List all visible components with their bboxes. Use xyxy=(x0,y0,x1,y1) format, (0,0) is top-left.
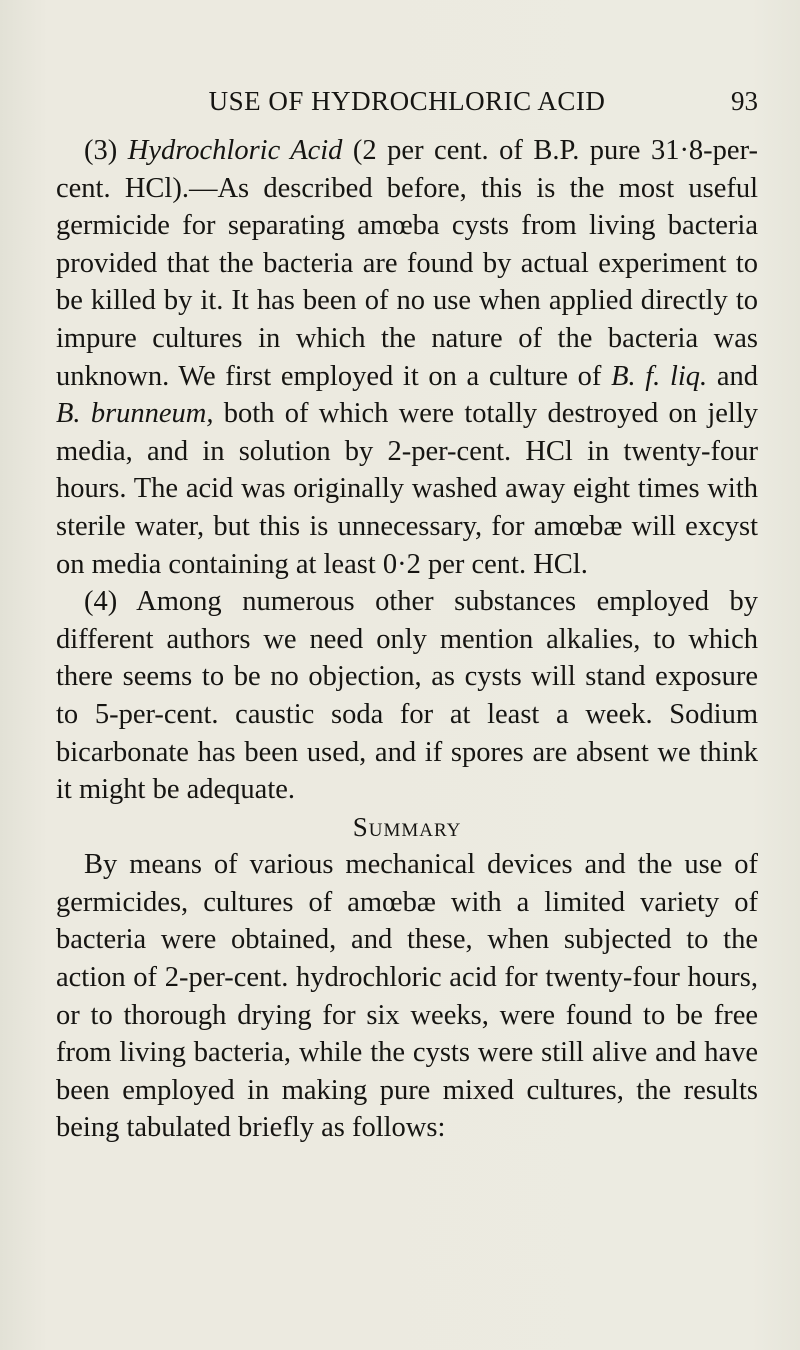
paragraph-3 xyxy=(56,132,758,583)
species-name-2: B. brunneum, xyxy=(56,398,214,430)
summary-paragraph: By means of various mechanical devices and the use of germicides, cultures of amœbæ with a limited variety of bacteria were obtained, and these, when subjected to the action of 2-per-cent. hydrochloric acid for twenty-four hours, or to thorough drying for six weeks, were found to be free from living bacteria, while the cysts were still alive and have been employed in making pure mixed cultures, the results being tabulated briefly as follows: xyxy=(56,849,758,1144)
page-body xyxy=(56,132,758,1147)
paragraph-3-number: (3) xyxy=(84,135,128,166)
paragraph-3-title: Hydrochloric Acid xyxy=(127,135,343,166)
page-number: 93 xyxy=(731,86,758,116)
species-name-1: B. f. liq. xyxy=(611,360,708,392)
paragraph-3-text-3: both of which were totally destroyed on jelly media, and in solution by 2-per-cent. HCl in twenty-four hours. The acid was originally washed away eight times with sterile water, but this is unnecessary, for amœbæ will excyst on media containing at least 0·2 per cent. HCl. xyxy=(56,398,758,580)
paragraph-4: (4) Among numerous other substances employed by different authors we need only mention alkalies, to which there seems to be no objection, as cysts will stand exposure to 5-per-cent. caustic soda for at least a week. Sodium bicarbonate has been used, and if spores are absent we think it might be adequate. xyxy=(56,586,758,806)
paragraph-3-text-1: (2 per cent. of B.P. pure 31·8-per-cent. HCl).—As described before, this is the most useful germicide for separating amœba cysts from living bacteria provided that the bacteria are found by actual experiment to be killed by it. It has been of no use when applied directly to impure cultures in which the nature of the bacteria was unknown. We first employed it on a culture of xyxy=(56,135,758,392)
paragraph-3-text-2: and xyxy=(707,360,758,392)
summary-heading: Summary xyxy=(352,811,462,842)
running-head xyxy=(56,86,758,126)
running-head-title: USE OF HYDROCHLORIC ACID xyxy=(208,86,606,116)
